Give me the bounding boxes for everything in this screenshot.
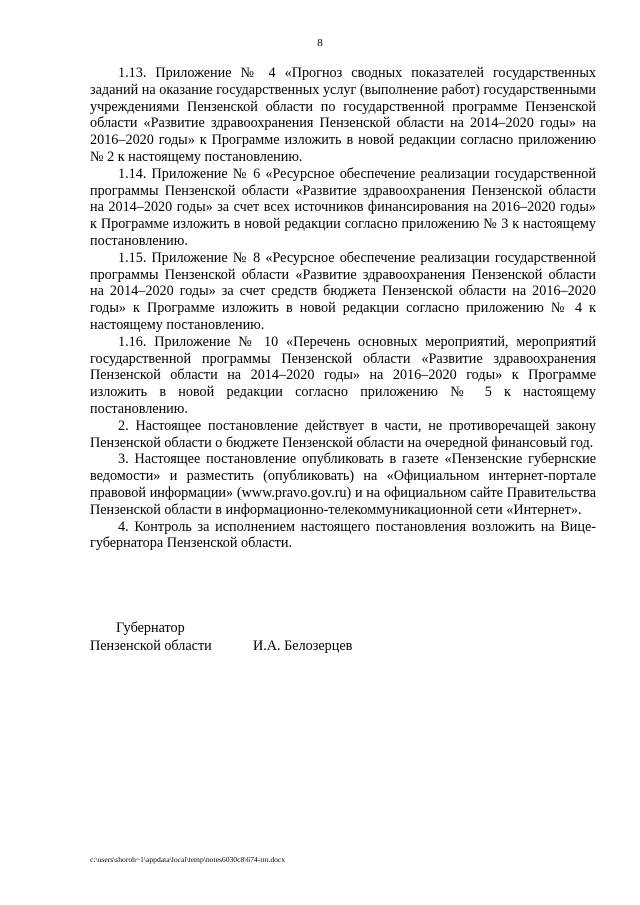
- signature-row: [90, 637, 490, 655]
- signatory-post: Губернатор: [116, 620, 185, 636]
- signature-block: [90, 619, 490, 655]
- paragraph-1-13: 1.13. Приложение № 4 «Прогноз сводных показателей государственных заданий на оказание государственных услуг (выполнение работ) государственными учреждениями Пензенской области по государственной программе Пензенской области «Развитие здравоохранения Пензенской области на 2014–2020 годы» на 2016–2020 годы» к Программе изложить в новой редакции согласно приложению № 2 к настоящему постановлению.: [90, 65, 596, 165]
- paragraph-4: 4. Контроль за исполнением настоящего постановления возложить на Вице-губернатора Пензенской области.: [90, 518, 596, 552]
- document-body: [90, 65, 596, 552]
- paragraph-1-15: 1.15. Приложение № 8 «Ресурсное обеспечение реализации государственной программы Пензенской области «Развитие здравоохранения Пензенской области на 2014–2020 годы» за счет средств бюджета Пензенской области на 2016–2020 годы» к Программе изложить в новой редакции согласно приложению № 4 к настоящему постановлению.: [90, 249, 596, 333]
- signatory-region: Пензенской области: [90, 638, 212, 654]
- paragraph-2: 2. Настоящее постановление действует в части, не противоречащей закону Пензенской области о бюджете Пензенской области на очередной финансовый год.: [90, 417, 596, 451]
- paragraph-1-14: 1.14. Приложение № 6 «Ресурсное обеспечение реализации государственной программы Пензенской области «Развитие здравоохранения Пензенской области на 2014–2020 годы» за счет всех источников финансирования на 2016–2020 годы» к Программе изложить в новой редакции согласно приложению № 3 к настоящему постановлению.: [90, 165, 596, 249]
- paragraph-3: 3. Настоящее постановление опубликовать в газете «Пензенские губернские ведомости» и разместить (опубликовать) на «Официальном интернет-портале правовой информации» (www.pravo.gov.ru) и на официальном сайте Правительства Пензенской области в информационно-телекоммуникационной сети «Интернет».: [90, 451, 596, 518]
- paragraph-1-16: 1.16. Приложение № 10 «Перечень основных мероприятий, мероприятий государственной программы Пензенской области «Развитие здравоохранения Пензенской области на 2014–2020 годы» на 2016–2020 годы» к Программе изложить в новой редакции согласно приложению № 5 к настоящему постановлению.: [90, 333, 596, 417]
- page-number: 8: [317, 37, 323, 49]
- footer-file-path: c:\users\shoroh~1\appdata\local\temp\notes6030c8\674-пп.docx: [90, 855, 286, 864]
- signatory-name: И.А. Белозерцев: [253, 638, 353, 654]
